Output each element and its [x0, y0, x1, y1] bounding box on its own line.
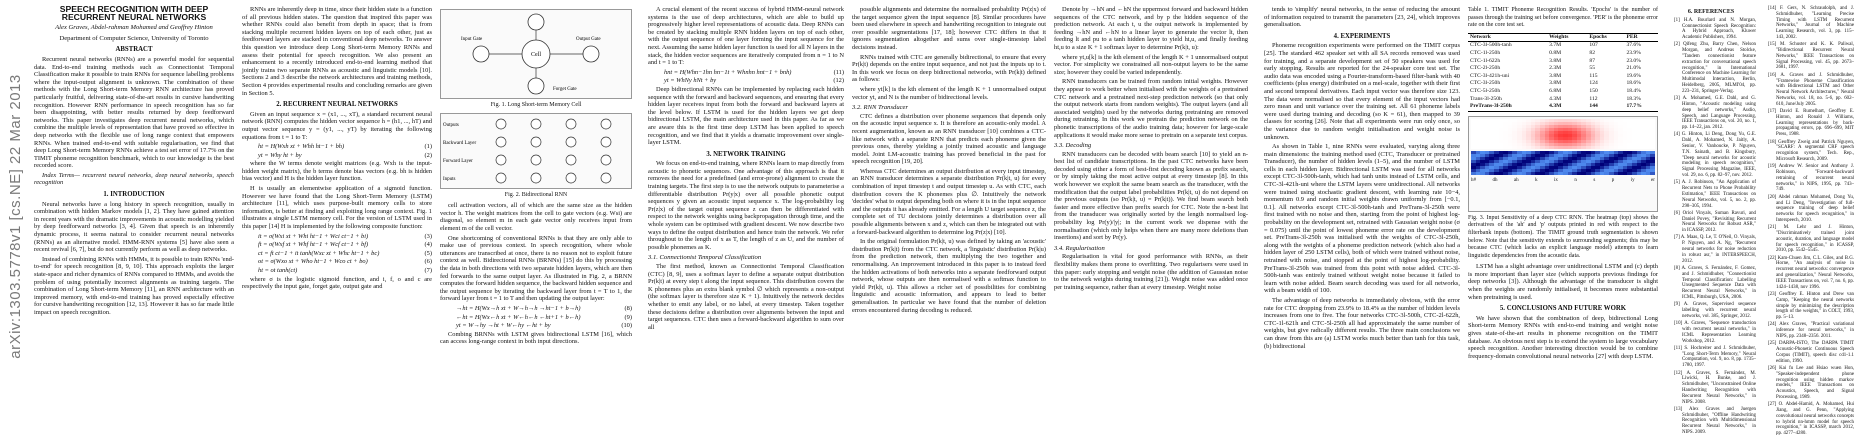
regularisation-paragraph-1: Regularisation is vital for good performance with RNNs, as their flexibility makes them prone to overfitting. Two regularisers were used in this paper: early stopping and weight noise (the addition of Gaussian noise to the network weights during training [21]). Weight noise was added once per training sequence, rather than at every timestep. Weight noise — [1054, 253, 1248, 291]
conclusions-paragraph: We have shown that the combination of deep, bidirectional Long Short-term Memory RNNs with end-to-end training and weight noise gives state-of-the-art results in phoneme recognition on the TIMIT database. An obvious next step is to extend the system to large vocabulary speech recognition. Another interesting direction would be to combine frequency-domain convolutional neural networks [27] with deep LSTM. — [1468, 314, 1658, 360]
table-cell: 18.3% — [1626, 95, 1641, 102]
reference-item: [3] A. Mohamed, G.E. Dahl, and G. Hinton, "Acoustic modeling using deep belief networks," Audio, Speech, and Language Processing, IEEE Transactions on, vol. 20, no. 1, pp. 14–22, jan. 2012. — [1674, 96, 1756, 131]
decoding-paragraph-1: RNN transducers can be decoded with beam search [10] to yield an n-best list of candidate transcriptions. In the past CTC networks have been decoded using either a form of best-first decoding known as prefix search, or by simply taking the most active output at every timestep [8]. In this work however we exploit the same beam search as the transducer, with the modification that the output label probabilities Pr(k|t, u) do not depend on the previous outputs (so Pr(k|t, u) = Pr(k|t)). We find beam search both faster and more effective than prefix search for CTC. Note the n-best list from the transducer was originally sorted by the length normalised log-probability log Pr(y)/|y|; in the current work we dispense with the normalisation (which only helps when there are many more deletions than insertions) and sort by Pr(y). — [1054, 150, 1248, 242]
intro-heading: 1. INTRODUCTION — [103, 191, 165, 199]
birnn-node — [531, 119, 541, 129]
col3-paragraph-2: One shortcoming of conventional RNNs is that they are only able to make use of previous context. In speech recognition, where whole utterances are transcribed at once, there is no reason not to exploit future context as well. Bidirectional RNNs (BRNNs) [15] do this by processing the data in both directions with two separate hidden layers, which are then fed forwards to the same output layer. As illustrated in Fig. 2, a BRNN computes the forward hidden sequence, the backward hidden sequence and the output sequence by iterating the backward layer from t = T to 1, the forward layer from t = 1 to T and then updating the output layer: — [440, 234, 632, 303]
page-3 — [1262, 0, 1856, 437]
table-cell: PreTrans-3l-250h — [1468, 103, 1547, 111]
reference-item: [16] A. Graves and J. Schmidhuber, "Framewise Phoneme Classification with Bidirectional LSTM and Other Neural Network Architectures," Neural Networks, vol. 18, no. 5-6, pp. 602–610, June/July 2005. — [1768, 72, 1854, 107]
reference-item: [13] Alex Graves and Juergen Schmidhuber, "Offline Handwriting Recognition with Multidimensional Recurrent Neural Networks," in NIPS. 2009. — [1674, 406, 1756, 435]
figure-3-caption: Fig. 3. Input Sensitivity of a deep CTC RNN. The heatmap (top) shows the derivatives of the 'ah' and 'p' outputs printed in red with respect to the filterbank inputs (bottom). The TIMIT ground truth segmentation is shown below. Note that the sensitivity extends to surrounding segments; this may be because CTC (which lacks an explicit language model) attempts to learn linguistic dependencies from the acoustic data. — [1468, 214, 1658, 259]
table-cell: 112 — [1589, 95, 1598, 102]
reference-item: [24] Alex Graves, "Practical variational inference for neural networks," in NIPS, pp. 2348–2356. 2011. — [1768, 322, 1854, 340]
col5-paragraph-2: RNNs trained with CTC are generally bidirectional, to ensure that every Pr(k|t) depends on the entire input sequence, and not just the inputs up to t. In this work we focus on deep bidirectional networks, with Pr(k|t) defined as follows: — [852, 53, 1046, 84]
table-cell: 4.3M — [1549, 95, 1562, 102]
phone-label: ix — [1554, 177, 1558, 183]
reference-item: [18] Geoffrey Zweig and Patrick Nguyen, "SCARF: A segmental CRF speech recognition system," Tech. Rep., Microsoft Research, 2009. — [1768, 139, 1854, 162]
table-cell: 144 — [1587, 103, 1624, 111]
birnn-node — [531, 155, 541, 165]
equation-12: yt = WhNy hNt + by (12) — [664, 77, 844, 85]
table-cell: 19.6% — [1626, 72, 1641, 79]
table-1-caption: Table 1. TIMIT Phoneme Recognition Results. 'Epochs' is the number of passes through the training set before convergence. 'PER' is the phoneme error rate on the core test set. — [1468, 7, 1658, 29]
transducer-paragraph-3: In the original formulation Pr(k|t, u) was defined by taking an 'acoustic' distribution Pr(k|t) from the CTC network, a 'linguistic' distribution Pr(k|u) from the prediction network, then multiplying the two together and renormalising. An improvement introduced in this paper is to instead feed the hidden activations of both networks into a separate feedforward output network, whose outputs are then normalised with a softmax function to yield Pr(k|t, u). This allows a richer set of possibilities for combining linguistic and acoustic information, and appears to lead to better generalisation. In particular we have found that the number of deletion errors encountered during decoding is reduced. — [852, 238, 1046, 314]
references-heading: 6. REFERENCES — [1687, 9, 1735, 15]
reference-item: [7] A. Maas, Q. Le, T. O'Neil, O. Vinyals, P. Nguyen, and A. Ng, "Recurrent neural networks for noise reduction in robust asr," in INTERSPEECH, 2012. — [1674, 235, 1756, 264]
lstm-label-forget-gate: Forget Gate — [553, 87, 577, 92]
phone-label: p — [1611, 177, 1615, 183]
table-row — [1468, 88, 1658, 96]
equation-7: ht = ot tanh(ct) (7) — [258, 267, 432, 274]
birnn-node — [496, 155, 506, 165]
experiments-paragraph-3: The advantage of deep networks is immediately obvious, with the error rate for CTC dropping from 23.9% to 18.4% as the number of hidden levels increases from one to five. The four networks CTC-3l-500h, CTC-2l-622h, CTC-1l-621h and CTC-5l-250h all had approximately the same number of weights, but give radically different results. The three main conclusions we can draw from this are (a) LSTM works much better than tanh for this task, (b) bidirectional — [1264, 296, 1460, 350]
table-row — [1468, 50, 1658, 58]
decoding-heading: 3.3. Decoding — [1054, 142, 1092, 150]
abstract-heading: ABSTRACT — [115, 46, 153, 54]
birnn-node — [601, 155, 611, 165]
table-header: PER — [1624, 33, 1658, 42]
page2-col3 — [1054, 6, 1248, 432]
reference-item: [27] O. Abdel-Hamid, A. Mohamed, Hui Jiang, and G. Penn, "Applying convolutional neural networks concepts to hybrid nn-hmm model for speech recognition," in ICASSP, march 2012, pp. 4277–4280. — [1768, 402, 1854, 437]
table-cell: 4.3M — [1547, 103, 1587, 111]
table-cell: CTC-5l-250h — [1470, 87, 1501, 94]
figure-2-caption: Fig. 2. Bidirectional RNN — [504, 191, 568, 198]
reference-item: [9] A. Graves, Supervised sequence labelling with recurrent neural networks, vol. 385, Springer, 2012. — [1674, 302, 1756, 319]
reference-item: [23] Geoffrey E. Hinton and Drew van Camp, "Keeping the neural networks simple by minimizing the description length of the weights," in COLT, 1993, pp. 5–13. — [1768, 291, 1854, 321]
col3-paragraph-1: cell activation vectors, all of which are the same size as the hidden vector h. The weight matrices from the cell to gate vectors (e.g. Wsi) are diagonal, so element m in each gate vector only receives input from element m of the cell vector. — [440, 202, 632, 232]
table-row — [1468, 65, 1658, 73]
table-row — [1468, 103, 1658, 111]
birnn-node — [601, 119, 611, 129]
table-cell: 87 — [1589, 57, 1595, 64]
table-cell: 2.3M — [1549, 65, 1562, 72]
paper-authors: Alex Graves, Abdel-rahman Mohamed and Geoffrey Hinton — [55, 24, 213, 32]
col7-paragraph-1: tends to 'simplify' neural networks, in the sense of reducing the amount of information required to transmit the parameters [23, 24], which improves generalisation. — [1264, 6, 1460, 29]
rnn-paragraph-3: H is usually an elementwise application of a sigmoid function. However we have found that the Long Short-Term Memory (LSTM) architecture [11], which uses purpose-built memory cells to store information, is better at finding and exploiting long range context. Fig. 1 illustrates a single LSTM memory cell. For the version of LSTM used in this paper [14] H is implemented by the following composite function: — [242, 185, 432, 231]
col6-paragraph-1: Denote by →hN and ←hN the uppermost forward and backward hidden sequences of the CTC network, and by p the hidden sequence of the prediction network. At each t, u the output network is implemented by feeding →hN and ←hN to a linear layer to generate the vector lt, then feeding lt and pu to a tanh hidden layer to yield ht,u, and finally feeding ht,u to a size K + 1 softmax layer to determine Pr(k|t, u): — [1054, 6, 1248, 51]
table-cell: 23.0% — [1626, 57, 1641, 64]
lstm-label-input-gate: Input Gate — [461, 37, 483, 42]
figure-1-caption: Fig. 1. Long Short-term Memory Cell — [490, 102, 582, 108]
page3-refs-col2 — [1760, 6, 1854, 437]
table-cell: CTC-2l-250h — [1470, 65, 1501, 72]
experiments-paragraph-2: As shown in Table 1, nine RNNs were evaluated, varying along three main dimensions: the training method used (CTC, Transducer or pretrained Transducer), the number of hidden levels (1–5), and the number of LSTM cells in each hidden layer. Bidirectional LSTM was used for all networks except CTC-3l-500h-tanh, which had tanh units instead of LSTM cells, and CTC-3l-421h-uni where the LSTM layers were unidirectional. All networks were trained using stochastic gradient descent, with learning rate 10−4, momentum 0.9 and random initial weights drawn uniformly from [−0.1, 0.1]. All networks except CTC-3l-500h-tanh and PreTrans-3l-250h were first trained with no noise and then, starting from the point of highest log-probability on the development set, retrained with Gaussian weight noise (σ = 0.075) until the point of lowest phoneme error rate on the development set. PreTrans-3l-250h was initialised with the weights of CTC-3l-250h, along with the weights of a phoneme prediction network (which also had a hidden layer of 250 LSTM cells), both of which were trained without noise, retrained with noise, and stopped at the point of highest log-probability. PreTrans-3l-250h was trained from this point with noise added. CTC-3l-500h-tanh was entirely trained without weight noise because it failed to learn with noise added. Beam search decoding was used for all networks, with a beam width of 100. — [1264, 143, 1460, 295]
reference-item: [6] Oriol Vinyals, Suman Ravuri, and Daniel Povey, "Revisiting Recurrent Neural Networks for Robust ASR," in ICASSP, 2012. — [1674, 210, 1756, 234]
birnn-node — [496, 137, 506, 147]
conclusions-heading: 5. CONCLUSIONS AND FUTURE WORK — [1499, 305, 1627, 313]
birnn-node — [566, 155, 576, 165]
page-2 — [646, 0, 1252, 432]
intro-paragraph-2: Instead of combining RNNs with HMMs, it is possible to train RNNs 'end-to-end' for speech recognition [8, 9, 10]. This approach exploits the larger state-space and richer dynamics of RNNs compared to HMMs, and avoids the problem of using potentially incorrect alignments as training targets. The combination of Long Short-term Memory [11], an RNN architecture with an improved memory, with end-to-end training has proved especially effective for cursive handwriting recognition [12, 13]. However it has so far made little impact on speech recognition. — [34, 255, 234, 316]
rnn-paragraph-2: where the W terms denote weight matrices (e.g. Wxh is the input-hidden weight matrix), the b terms denote bias vectors (e.g. bh is hidden bias vector) and H is the hidden layer function. — [242, 160, 432, 183]
birnn-node — [601, 137, 611, 147]
reference-item: [4] G. Hinton, Li Deng, Dong Yu, G.E. Dahl, A. Mohamed, N. Jaitly, A. Senior, V. Vanhoucke, P. Nguyen, T.N. Sainath, and B. Kingsbury, "Deep neural networks for acoustic modeling in speech recognition," Signal Processing Magazine, IEEE, vol. 29, no. 6, pp. 82–97, nov. 2012. — [1674, 132, 1756, 179]
phone-label: ah — [1513, 177, 1519, 183]
table-cell: 18.6% — [1626, 80, 1641, 87]
reference-item: [5] A. J. Robinson, "An Application of Recurrent Nets to Phone Probability Estimation," IEEE Transactions on Neural Networks, vol. 5, no. 2, pp. 298–305, 1994. — [1674, 180, 1756, 209]
col8-paragraph-1: LSTM has a slight advantage over unidirectional LSTM and (c) depth is more important than layer size (which supports previous findings for deep networks [3]). Although the advantage of the transducer is slight when the weights are randomly initialised, it becomes more substantial when pretraining is used. — [1468, 263, 1658, 301]
table-cell: CTC-1l-250h — [1470, 49, 1501, 56]
arxiv-stamp: arXiv:1303.5778v1 [cs.NE] 22 Mar 2013 — [6, 73, 24, 359]
table-cell: 3.7M — [1549, 42, 1562, 49]
intro-paragraph-1: Neural networks have a long history in speech recognition, usually in combination with hidden Markov models [1, 2]. They have gained attention in recent years with the dramatic improvements in acoustic modelling yielded by deep feedforward networks [3, 4]. Given that speech is an inherently dynamic process, it seems natural to consider recurrent neural networks (RNNs) as an alternative model. HMM-RNN systems [5] have also seen a recent revival [6, 7], but do not currently perform as well as deep networks. — [34, 200, 234, 254]
table-cell: 23.9% — [1626, 49, 1641, 56]
phone-segmentation — [1471, 177, 1655, 185]
equation-4: ft = σ(Wxf xt + Whf ht−1 + Wcf ct−1 + bf) (4) — [258, 241, 432, 249]
results-table — [1468, 33, 1658, 112]
page2-col1 — [648, 6, 844, 432]
equation-5: ct = ft ct−1 + it tanh(Wxc xt + Whc ht−1 + bc) (5) — [258, 249, 432, 257]
birnn-row-label: Forward Layer — [443, 158, 473, 164]
abstract-text: Recurrent neural networks (RNNs) are a powerful model for sequential data. End-to-end training methods such as Connectionist Temporal Classification make it possible to train RNNs for sequence labelling problems where the input-output alignment is unknown. The combination of these methods with the Long Short-term Memory RNN architecture has proved particularly fruitful, delivering state-of-the-art results in cursive handwriting recognition. However RNN performance in speech recognition has so far been disappointing, with better results returned by deep feedforward networks. This paper investigates deep recurrent neural networks, which combine the multiple levels of representation that have proved so effective in deep networks with the flexible use of long range context that empowers RNNs. When trained end-to-end with suitable regularisation, we find that deep Long Short-term Memory RNNs achieve a test set error of 17.7% on the TIMIT phoneme recognition benchmark, which to our knowledge is the best recorded score. — [34, 55, 234, 170]
equation-9: ←ht = H(Wx←h xt + W←h←h ←ht+1 + b←h) (9) — [456, 313, 632, 321]
reference-item: [21] M. Lehr and J. Hinton, "Discriminatively trained joint acoustic, duration, and language model for speech recognition," in ICASSP, 2010, pp. 5542–5545. — [1768, 225, 1854, 254]
reference-item: [12] A. Graves, S. Fernández, M. Liwicki, H. Bunke, and J. Schmidhuber, "Unconstrained Online Handwriting Recognition with Recurrent Neural Networks," in NIPS. 2008. — [1674, 370, 1756, 405]
phone-label: h# — [1471, 177, 1476, 183]
experiments-heading: 4. EXPERIMENTS — [1333, 32, 1391, 40]
table-cell: CTC-3l-421h-uni — [1470, 72, 1510, 79]
phone-label: k — [1535, 177, 1538, 183]
ctc-paragraph-1: The first method, known as Connectionist Temporal Classification (CTC) [8, 9], uses a softmax layer to define a separate output distribution Pr(k|t) at every step t along the input sequence. This distribution covers the K phonemes plus an extra blank symbol ∅ which represents a non-output (the softmax layer is therefore size K + 1). Intuitively the network decides whether to emit any label, or no label, at every timestep. Taken together these decisions define a distribution over alignments between the input and target sequences. CTC then uses a forward-backward algorithm to sum over all — [648, 263, 844, 331]
table-cell: 0.8M — [1549, 49, 1562, 56]
index-terms: Index Terms— recurrent neural networks, deep neural networks, speech recognition — [34, 171, 234, 187]
birnn-node — [496, 119, 506, 129]
phone-label: n — [1574, 177, 1577, 183]
training-heading: 3. NETWORK TRAINING — [706, 150, 786, 158]
phone-label: s — [1593, 177, 1596, 183]
table-cell: 37.6% — [1626, 42, 1641, 49]
birnn-node — [531, 137, 541, 147]
reference-item: [17] David E. Rumelhart, Geoffrey E. Hinton, and Ronald J. Williams, Learning representations by back-propagating errors, pp. 696–699, MIT Press, 1988. — [1768, 109, 1854, 138]
page1-col3 — [440, 6, 632, 432]
table-row — [1468, 96, 1658, 104]
table-cell: 124 — [1589, 80, 1598, 87]
filterbank-heatmap — [1471, 151, 1655, 175]
equation-1: ht = H(Wxh xt + Whh ht−1 + bh) (1) — [258, 143, 432, 151]
lstm-label-output-gate: Output Gate — [576, 37, 601, 42]
reference-item: [14] F. Gers, N. Schraudolph, and J. Schmidhuber, "Learning Precise Timing with LSTM Recurrent Networks," Journal of Machine Learning Research, vol. 3, pp. 115–143, 2002. — [1768, 6, 1854, 40]
page3-refs-col — [1666, 6, 1756, 435]
table-cell: 18.4% — [1626, 87, 1641, 94]
reference-item: [11] S. Hochreiter and J. Schmidhuber, "Long Short-Term Memory," Neural Computation, vol. 9, no. 8, pp. 1735–1780, 1997. — [1674, 345, 1756, 369]
table-cell: 115 — [1589, 72, 1598, 79]
birnn-node — [531, 173, 541, 183]
page2-col2 — [852, 6, 1046, 432]
sensitivity-heatmap — [1471, 119, 1655, 149]
regularisation-heading: 3.4. Regularisation — [1054, 244, 1105, 252]
rnn-paragraph-4: where σ is the logistic sigmoid function, and i, f, o and c are respectively the input gate, forget gate, output gate and — [242, 275, 432, 291]
reference-item: [2] Qifeng Zhu, Barry Chen, Nelson Morgan, and Andreas Stolcke, "Tandem connectionist feature extraction for conversational speech recognition," in International Conference on Machine Learning for Multimodal Interaction, Berlin, Heidelberg, 2005, MLMI'04, pp. 223–231, Springer-Verlag. — [1674, 42, 1756, 94]
table-cell: 107 — [1589, 42, 1598, 49]
table-cell: 17.7% — [1624, 103, 1658, 111]
table-cell: 82 — [1589, 49, 1595, 56]
reference-item: [20] Abdel rahman Mohamed, Dong Yu, and Li Deng, "Investigation of full-sequence training of deep belief networks for speech recognition," in Interspeech, 2010. — [1768, 194, 1854, 223]
equation-8: →ht = H(Wx→h xt + W→h→h →ht−1 + b→h) (8) — [456, 304, 632, 312]
phone-label: dh — [1492, 177, 1498, 183]
col3-paragraph-3: Combing BRNNs with LSTM gives bidirectional LSTM [16], which can access long-range context in both input directions. — [440, 330, 632, 346]
table-row — [1468, 80, 1658, 88]
transducer-heading: 3.2. RNN Transducer — [852, 104, 909, 112]
birnn-row-label: Inputs — [443, 176, 456, 182]
table-cell: 3.8M — [1549, 57, 1562, 64]
paper-department: Department of Computer Science, University of Toronto — [59, 34, 209, 42]
training-paragraph-1: We focus on end-to-end training, where RNNs learn to map directly from acoustic to phonetic sequences. One advantage of this approach is that it removes the need for a predefined (and error-prone) alignment to create the training targets. The first step is to use the network outputs to parameterise a differentiable distribution Pr(y|x) over all possible phonetic output sequences y given an acoustic input sequence x. The log-probability log Pr(z|x) of the target output sequence z can then be differentiated with respect to the network weights using backpropagation through time, and the whole system can be optimised with gradient descent. We now describe two ways to define the output distribution and hence train the network. We refer throughout to the length of x as T, the length of z as U, and the number of possible phonemes as K. — [648, 160, 844, 251]
rnn-heading: 2. RECURRENT NEURAL NETWORKS — [276, 101, 398, 109]
page1-col2 — [242, 6, 432, 432]
birnn-node — [566, 173, 576, 183]
transducer-paragraph-2: Whereas CTC determines an output distribution at every input timestep, an RNN transducer determines a separate distribution Pr(k|t, u) for every combination of input timestep t and output timestep u. As with CTC, each distribution covers the K phonemes plus ∅. Intuitively the network 'decides' what to output depending both on where it is in the input sequence and the outputs it has already emitted. For a length U target sequence z, the complete set of TU decisions jointly determines a distribution over all possible alignments between x and z, which can then be integrated out with a forward-backward algorithm to determine log Pr(z|x) [10]. — [852, 167, 1046, 236]
lstm-label-cell: Cell — [531, 52, 541, 58]
table-cell: 6.8M — [1549, 87, 1562, 94]
phone-label: er — [1651, 177, 1655, 183]
col6-paragraph-2: where yt,u[k] is the kth element of the length K + 1 unnormalised output vector. For simplicity we constrained all non-output layers to be the same size; however they could be varied independently. — [1054, 53, 1248, 76]
intro-paragraph-3: RNNs are inherently deep in time, since their hidden state is a function of all previous hidden states. The question that inspired this paper was whether RNNs could also benefit from depth in space; that is from stacking multiple recurrent hidden layers on top of each other, just as feedforward layers are stacked in conventional deep networks. To answer this question we introduce deep Long Short-term Memory RNNs and assess their potential for speech recognition. We also present an enhancement to a recently introduced end-to-end learning method that jointly trains two separate RNNs as acoustic and linguistic models [10]. Sections 2 and 3 describe the network architectures and training methods, Section 4 provides experimental results and concluding remarks are given in Section 5. — [242, 6, 432, 97]
page1-col1 — [34, 6, 234, 432]
table-cell: Trans-3l-250h — [1470, 95, 1502, 102]
input-sensitivity-figure — [1468, 116, 1658, 212]
col4-paragraph-1: A crucial element of the recent success of hybrid HMM-neural network systems is the use of deep architectures, which are able to build up progressively higher level representations of acoustic data. Deep RNNs can be created by stacking multiple RNN hidden layers on top of each other, with the output sequence of one layer forming the input sequence for the next. Assuming the same hidden layer function is used for all N layers in the stack, the hidden vector sequences are iteratively computed from n = 1 to N and t = 1 to T: — [648, 6, 844, 67]
equation-11: hnt = H(Whn−1hn hn−1t + Whnhn hnt−1 + bnh) (11) — [664, 68, 844, 76]
phone-label: iy — [1630, 177, 1635, 183]
table-cell: 150 — [1589, 87, 1598, 94]
reference-item: [8] A. Graves, S. Fernández, F. Gomez, and J. Schmidhuber, "Connectionist Temporal Classification: Labelling Unsegmented Sequence Data with Recurrent Neural Networks," in ICML, Pittsburgh, USA, 2006. — [1674, 265, 1756, 300]
experiments-paragraph-1: Phoneme recognition experiments were performed on the TIMIT corpus [25]. The standard 462 speaker set with all SA records removed was used for training, and a separate development set of 50 speakers was used for early stopping. Results are reported for the 24-speaker core test set. The audio data was encoded using a Fourier-transform-based filter-bank with 40 coefficients (plus energy) distributed on a mel-scale, together with their first and second temporal derivatives. Each input vector was therefore size 123. The data were normalised so that every element of the input vectors had zero mean and unit variance over the training set. All 61 phoneme labels were used during training and decoding (so K = 61), then mapped to 39 classes for scoring [26]. Note that all experiments were run only once, so the variance due to random weight initialisation and weight noise is unknown. — [1264, 42, 1460, 141]
lstm-cell-figure — [440, 9, 632, 99]
reference-item: [22] Kam-Chuen Jim, C.L. Giles, and B.G. Horne, "An analysis of noise in recurrent neural networks: convergence and generalization," Neural Networks, IEEE Transactions on, vol. 7, no. 6, pp. 1424–1438, nov 1996. — [1768, 255, 1854, 290]
col5-paragraph-3: where yt[k] is the kth element of the length K + 1 unnormalised output vector yt, and N is the number of bidirectional levels. — [852, 85, 1046, 101]
page-1 — [30, 0, 636, 432]
table-cell: CTC-3l-250h — [1470, 80, 1501, 87]
table-cell: CTC-3l-500h-tanh — [1470, 42, 1512, 49]
col4-paragraph-2: Deep bidirectional RNNs can be implemented by replacing each hidden sequence with the forward and backward sequences, and ensuring that every hidden layer receives input from both the forward and backward layers at the level below. If LSTM is used for the hidden layers we get deep bidirectional LSTM, the main architecture used in this paper. As far as we are aware this is the first time deep LSTM has been applied to speech recognition, and we find that it yields a dramatic improvement over single-layer LSTM. — [648, 85, 844, 147]
rnn-paragraph-1: Given an input sequence x = (x1, ..., xT), a standard recurrent neural network (RNN) computes the hidden vector sequence h = (h1, ..., hT) and output vector sequence y = (y1, ..., yT) by iterating the following equations from t = 1 to T: — [242, 110, 432, 141]
table-row — [1468, 42, 1658, 50]
table-header: Network — [1468, 33, 1547, 42]
reference-item: [19] Andrew W. Senior and Anthony J. Robinson, "Forward-backward retraining of recurrent neural networks," in NIPS, 1995, pp. 743–749. — [1768, 164, 1854, 193]
reference-item: [1] H.A. Bourlard and N. Morgan, Connnectionist Speech Recognition: A Hybrid Approach, Kluwer Academic Publishers, 1994. — [1674, 17, 1756, 41]
equation-10: yt = W→hy →ht + W←hy ←ht + by (10) — [456, 322, 632, 330]
table-cell: 55 — [1589, 65, 1595, 72]
reference-item: [25] DARPA-ISTO, The DARPA TIMIT Acoustic-Phonetic Continuous Speech Corpus (TIMIT), speech disc cd1-1.1 edition, 1990. — [1768, 341, 1854, 364]
reference-item: [15] M. Schuster and K. K. Paliwal, "Bidirectional Recurrent Neural Networks," IEEE Transactions on Signal Processing, vol. 45, pp. 2673–2681, 1997. — [1768, 42, 1854, 71]
table-header: Weights — [1547, 33, 1587, 42]
equation-6: ot = σ(Wxo xt + Who ht−1 + Wco ct + bo) (6) — [258, 258, 432, 266]
col5-paragraph-1: possible alignments and determine the normalised probability Pr(z|x) of the target sequence given the input sequence [8]. Similar procedures have been used elsewhere in speech and handwriting recognition to integrate out over possible segmentations [17, 18]; however CTC differs in that it ignores segmentation altogether and sums over single-timestep label decisions instead. — [852, 6, 1046, 51]
col6-paragraph-3: RNN transducers can be trained from random initial weights. However they appear to work better when initialised with the weights of a pretrained CTC network and a pretrained next-step prediction network (so that only the output network starts from random weights). The output layers (and all associated weights) used by the networks during pretraining are removed during retraining. In this work we pretrain the prediction network on the phonetic transcriptions of the audio training data; however for large-scale applications it would make more sense to pretrain on a separate text corpus. — [1054, 78, 1248, 139]
paper-title: SPEECH RECOGNITION WITH DEEP RECURRENT NEURAL NETWORKS — [59, 4, 209, 22]
table-row — [1468, 58, 1658, 66]
birnn-node — [496, 173, 506, 183]
table-row — [1468, 73, 1658, 81]
birnn-row-label: Outputs — [443, 122, 459, 128]
table-cell: 21.0% — [1626, 65, 1641, 72]
table-header: Epochs — [1587, 33, 1624, 42]
equation-3: it = σ(Wxi xt + Whi ht−1 + Wci ct−1 + bi) (3) — [258, 232, 432, 240]
page3-col2 — [1468, 6, 1658, 432]
birnn-node — [566, 137, 576, 147]
transducer-paragraph-1: CTC defines a distribution over phoneme sequences that depends only on the acoustic input sequence x. It is therefore an acoustic-only model. A recent augmentation, known as an RNN transducer [10] combines a CTC-like network with a separate RNN that predicts each phoneme given the previous ones, thereby yielding a jointly trained acoustic and language model. Joint LM-acoustic training has proved beneficial in the past for speech recognition [19, 20]. — [852, 112, 1046, 166]
birnn-node — [601, 173, 611, 183]
table-cell: 3.8M — [1549, 72, 1562, 79]
birnn-row-label: Backward Layer — [443, 140, 477, 146]
page3-col1 — [1264, 6, 1460, 432]
table-cell: 3.8M — [1549, 80, 1562, 87]
table-cell: CTC-1l-622h — [1470, 57, 1501, 64]
reference-item: [10] A. Graves, "Sequence transduction with recurrent neural networks," in ICML Representation Learning Workshop, 2012. — [1674, 321, 1756, 344]
birnn-node — [566, 119, 576, 129]
birnn-figure — [440, 113, 632, 189]
ctc-heading: 3.1. Connectionist Temporal Classification — [648, 254, 762, 262]
equation-2: yt = Why ht + by (2) — [258, 151, 432, 159]
reference-item: [26] Kai fu Lee and Hsiao wuen Hon, "Speaker-independent phone recognition using hidden markov models," IEEE Transactions on Acoustics, Speech, and Signal Processing, 1989. — [1768, 366, 1854, 400]
